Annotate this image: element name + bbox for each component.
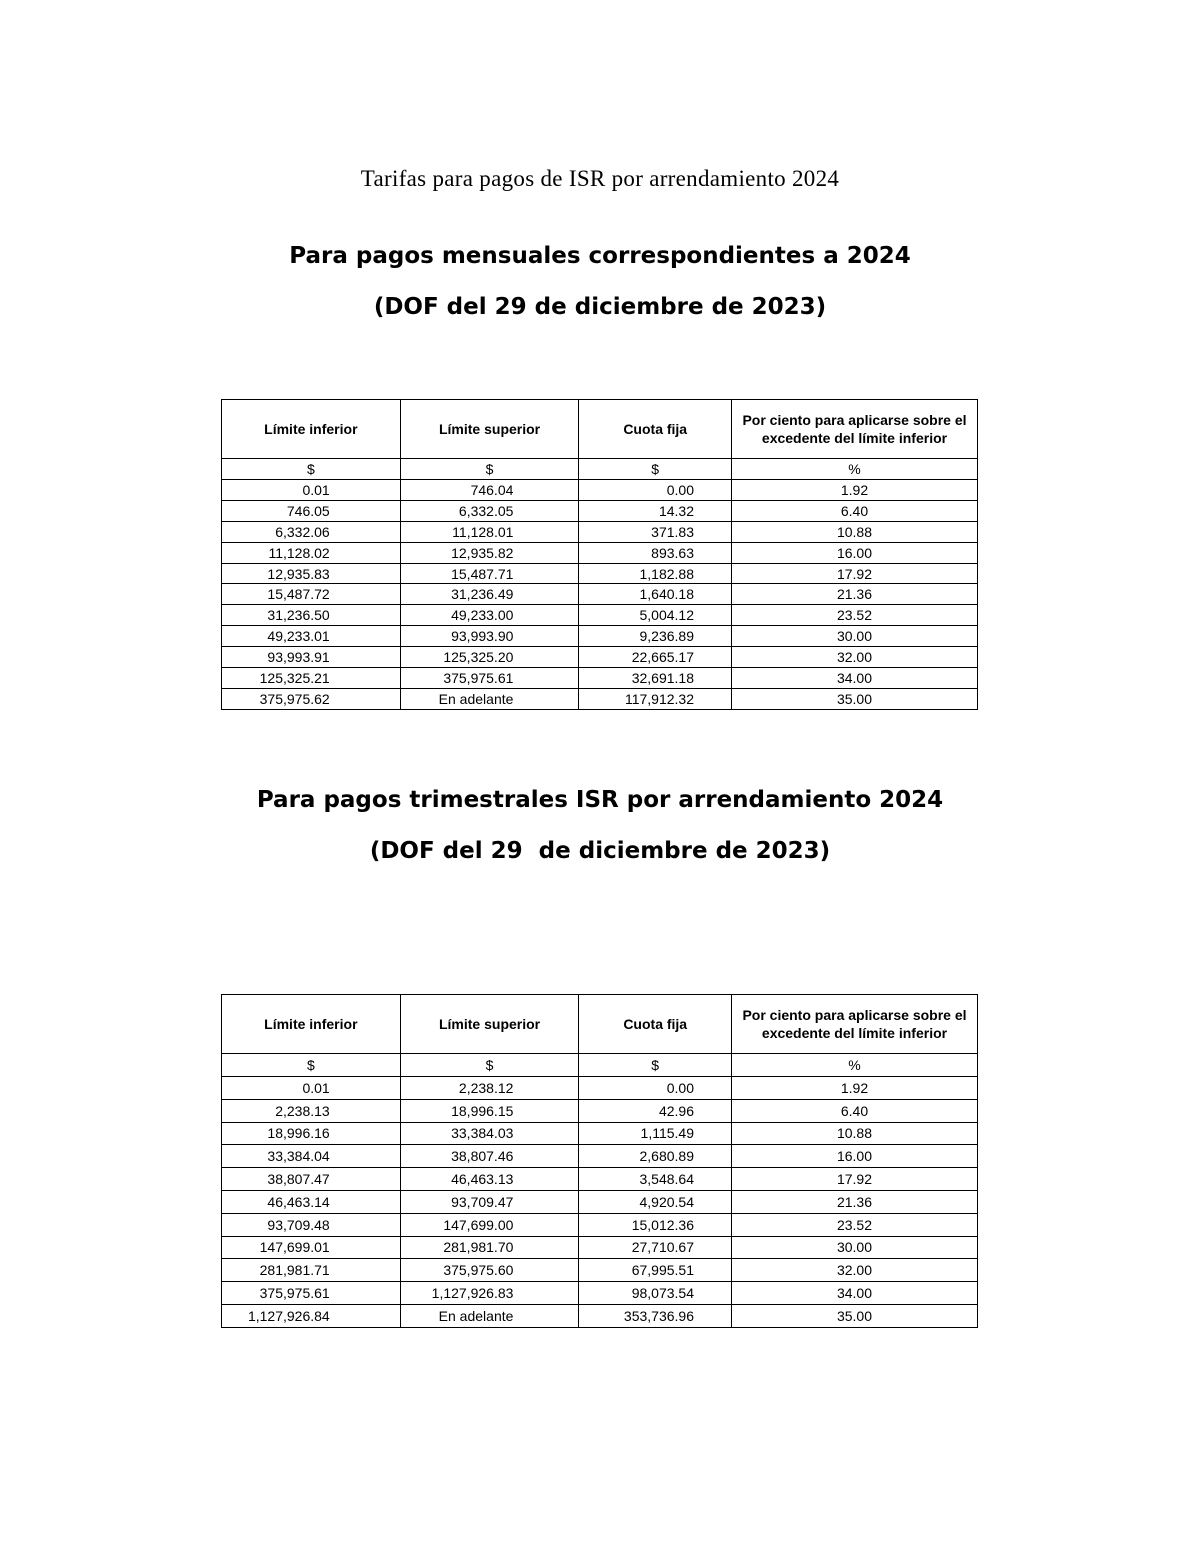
header-percent: Por ciento para aplicarse sobre el excedente del límite inferior — [732, 400, 978, 459]
table-row — [222, 563, 978, 584]
fixed-fee-cell: 98,073.54 — [579, 1282, 732, 1305]
upper-limit-cell: 125,325.20 — [400, 647, 579, 668]
fixed-fee-cell: 67,995.51 — [579, 1259, 732, 1282]
lower-limit-cell: 281,981.71 — [222, 1259, 401, 1282]
lower-limit-cell: 6,332.06 — [222, 521, 401, 542]
table-row — [222, 1259, 978, 1282]
header-upper-limit: Límite superior — [400, 995, 579, 1054]
table-row — [222, 647, 978, 668]
fixed-fee-cell: 3,548.64 — [579, 1168, 732, 1191]
lower-limit-cell: 12,935.83 — [222, 563, 401, 584]
table-row — [222, 1282, 978, 1305]
upper-limit-cell: 147,699.00 — [400, 1213, 579, 1236]
lower-limit-cell: 11,128.02 — [222, 542, 401, 563]
upper-limit-cell: 281,981.70 — [400, 1236, 579, 1259]
header-fixed-fee: Cuota fija — [579, 995, 732, 1054]
unit-upper: $ — [400, 1054, 579, 1077]
percent-cell: 23.52 — [732, 1213, 978, 1236]
table-row — [222, 1145, 978, 1168]
unit-lower: $ — [222, 459, 401, 480]
percent-cell: 6.40 — [732, 1099, 978, 1122]
quarterly-heading: Para pagos trimestrales ISR por arrendamiento 2024 — [256, 787, 944, 813]
fixed-fee-cell: 0.00 — [579, 480, 732, 501]
table-row — [222, 500, 978, 521]
quarterly-rate-table — [221, 994, 978, 1328]
table-row — [222, 626, 978, 647]
percent-cell: 10.88 — [732, 521, 978, 542]
lower-limit-cell: 0.01 — [222, 1077, 401, 1100]
upper-limit-cell: En adelante — [400, 1304, 579, 1327]
fixed-fee-cell: 15,012.36 — [579, 1213, 732, 1236]
table-row — [222, 480, 978, 501]
percent-cell: 17.92 — [732, 563, 978, 584]
lower-limit-cell: 46,463.14 — [222, 1190, 401, 1213]
percent-cell: 1.92 — [732, 480, 978, 501]
percent-cell: 34.00 — [732, 1282, 978, 1305]
percent-cell: 16.00 — [732, 1145, 978, 1168]
percent-cell: 23.52 — [732, 605, 978, 626]
fixed-fee-cell: 27,710.67 — [579, 1236, 732, 1259]
fixed-fee-cell: 32,691.18 — [579, 668, 732, 689]
table-row — [222, 542, 978, 563]
lower-limit-cell: 33,384.04 — [222, 1145, 401, 1168]
header-fixed-fee: Cuota fija — [579, 400, 732, 459]
percent-cell: 6.40 — [732, 500, 978, 521]
upper-limit-cell: 375,975.60 — [400, 1259, 579, 1282]
upper-limit-cell: 49,233.00 — [400, 605, 579, 626]
header-lower-limit: Límite inferior — [222, 400, 401, 459]
percent-cell: 1.92 — [732, 1077, 978, 1100]
fixed-fee-cell: 14.32 — [579, 500, 732, 521]
header-lower-limit: Límite inferior — [222, 995, 401, 1054]
fixed-fee-cell: 893.63 — [579, 542, 732, 563]
lower-limit-cell: 1,127,926.84 — [222, 1304, 401, 1327]
lower-limit-cell: 746.05 — [222, 500, 401, 521]
unit-lower: $ — [222, 1054, 401, 1077]
percent-cell: 30.00 — [732, 1236, 978, 1259]
lower-limit-cell: 18,996.16 — [222, 1122, 401, 1145]
percent-cell: 10.88 — [732, 1122, 978, 1145]
lower-limit-cell: 93,709.48 — [222, 1213, 401, 1236]
fixed-fee-cell: 4,920.54 — [579, 1190, 732, 1213]
table-row — [222, 521, 978, 542]
upper-limit-cell: En adelante — [400, 688, 579, 709]
table-row — [222, 1168, 978, 1191]
upper-limit-cell: 11,128.01 — [400, 521, 579, 542]
table-row — [222, 1122, 978, 1145]
upper-limit-cell: 46,463.13 — [400, 1168, 579, 1191]
table-row — [222, 584, 978, 605]
fixed-fee-cell: 117,912.32 — [579, 688, 732, 709]
upper-limit-cell: 31,236.49 — [400, 584, 579, 605]
monthly-rate-table — [221, 399, 978, 710]
upper-limit-cell: 15,487.71 — [400, 563, 579, 584]
header-upper-limit: Límite superior — [400, 400, 579, 459]
unit-percent: % — [732, 459, 978, 480]
table-row — [222, 1099, 978, 1122]
lower-limit-cell: 375,975.61 — [222, 1282, 401, 1305]
upper-limit-cell: 93,709.47 — [400, 1190, 579, 1213]
upper-limit-cell: 1,127,926.83 — [400, 1282, 579, 1305]
table-row — [222, 1304, 978, 1327]
upper-limit-cell: 33,384.03 — [400, 1122, 579, 1145]
upper-limit-cell: 93,993.90 — [400, 626, 579, 647]
percent-cell: 32.00 — [732, 1259, 978, 1282]
lower-limit-cell: 15,487.72 — [222, 584, 401, 605]
unit-fixed: $ — [579, 459, 732, 480]
percent-cell: 17.92 — [732, 1168, 978, 1191]
table-row — [222, 1190, 978, 1213]
quarterly-subheading: (DOF del 29 de diciembre de 2023) — [369, 838, 831, 864]
table-row — [222, 668, 978, 689]
percent-cell: 35.00 — [732, 1304, 978, 1327]
percent-cell: 34.00 — [732, 668, 978, 689]
fixed-fee-cell: 0.00 — [579, 1077, 732, 1100]
unit-fixed: $ — [579, 1054, 732, 1077]
upper-limit-cell: 12,935.82 — [400, 542, 579, 563]
lower-limit-cell: 375,975.62 — [222, 688, 401, 709]
document-title: Tarifas para pagos de ISR por arrendamiento 2024 — [360, 166, 840, 191]
fixed-fee-cell: 353,736.96 — [579, 1304, 732, 1327]
upper-limit-cell: 6,332.05 — [400, 500, 579, 521]
fixed-fee-cell: 1,115.49 — [579, 1122, 732, 1145]
fixed-fee-cell: 1,640.18 — [579, 584, 732, 605]
lower-limit-cell: 125,325.21 — [222, 668, 401, 689]
fixed-fee-cell: 1,182.88 — [579, 563, 732, 584]
table-row — [222, 1213, 978, 1236]
fixed-fee-cell: 5,004.12 — [579, 605, 732, 626]
lower-limit-cell: 31,236.50 — [222, 605, 401, 626]
upper-limit-cell: 38,807.46 — [400, 1145, 579, 1168]
percent-cell: 21.36 — [732, 1190, 978, 1213]
fixed-fee-cell: 2,680.89 — [579, 1145, 732, 1168]
table-row — [222, 688, 978, 709]
upper-limit-cell: 2,238.12 — [400, 1077, 579, 1100]
monthly-subheading: (DOF del 29 de diciembre de 2023) — [373, 294, 827, 320]
unit-percent: % — [732, 1054, 978, 1077]
lower-limit-cell: 147,699.01 — [222, 1236, 401, 1259]
percent-cell: 32.00 — [732, 647, 978, 668]
upper-limit-cell: 18,996.15 — [400, 1099, 579, 1122]
unit-upper: $ — [400, 459, 579, 480]
lower-limit-cell: 49,233.01 — [222, 626, 401, 647]
lower-limit-cell: 2,238.13 — [222, 1099, 401, 1122]
fixed-fee-cell: 9,236.89 — [579, 626, 732, 647]
lower-limit-cell: 0.01 — [222, 480, 401, 501]
table-row — [222, 1236, 978, 1259]
monthly-heading: Para pagos mensuales correspondientes a 2024 — [289, 243, 911, 269]
fixed-fee-cell: 22,665.17 — [579, 647, 732, 668]
percent-cell: 30.00 — [732, 626, 978, 647]
header-percent: Por ciento para aplicarse sobre el excedente del límite inferior — [732, 995, 978, 1054]
table-row — [222, 1077, 978, 1100]
lower-limit-cell: 38,807.47 — [222, 1168, 401, 1191]
fixed-fee-cell: 42.96 — [579, 1099, 732, 1122]
percent-cell: 35.00 — [732, 688, 978, 709]
upper-limit-cell: 746.04 — [400, 480, 579, 501]
lower-limit-cell: 93,993.91 — [222, 647, 401, 668]
percent-cell: 16.00 — [732, 542, 978, 563]
percent-cell: 21.36 — [732, 584, 978, 605]
table-row — [222, 605, 978, 626]
upper-limit-cell: 375,975.61 — [400, 668, 579, 689]
fixed-fee-cell: 371.83 — [579, 521, 732, 542]
